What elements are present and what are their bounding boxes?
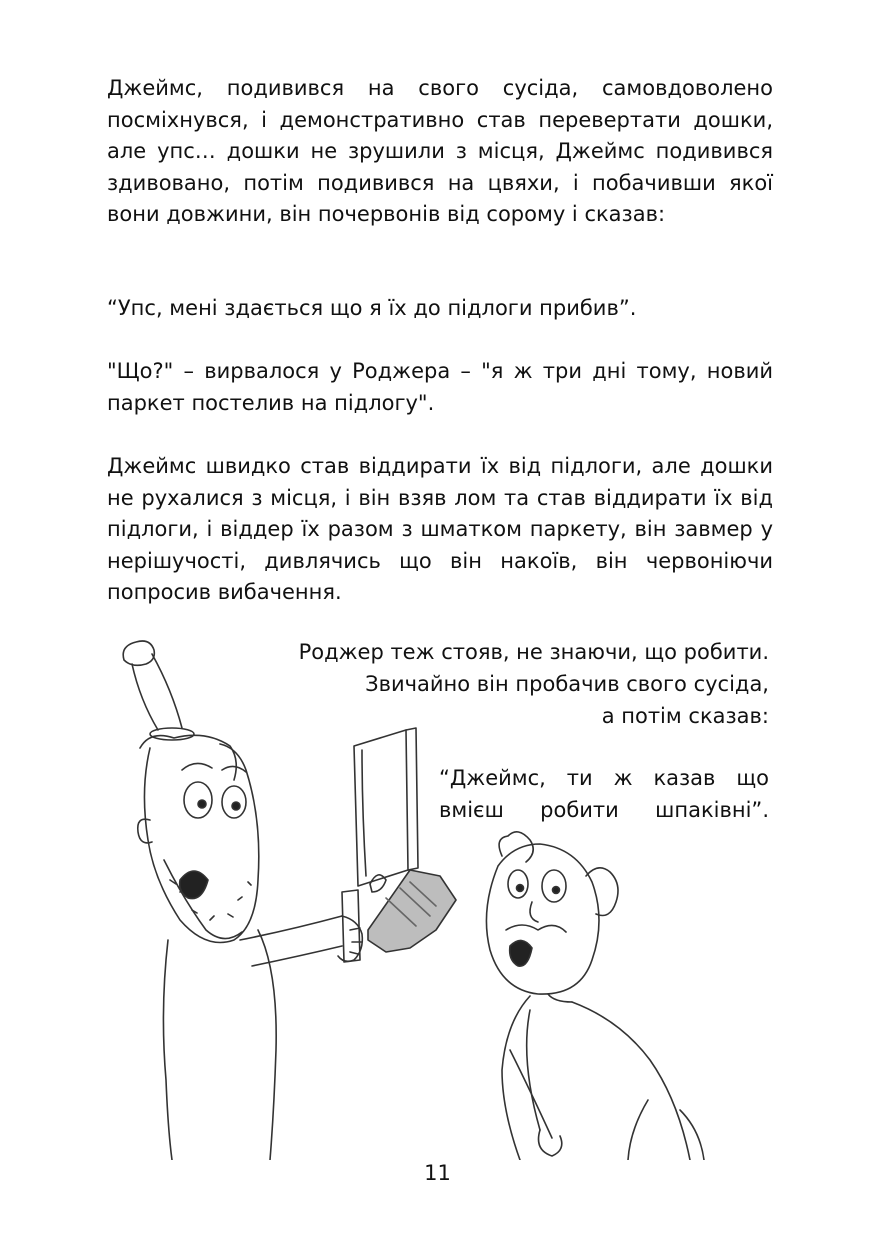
quote-line-2: вмієш робити шпаківні”.: [439, 798, 769, 822]
roger-figure: [486, 832, 704, 1160]
side-narration: [229, 636, 769, 732]
paragraph-4: Джеймс швидко став віддирати їх від підлоги, але дошки не рухалися з місця, і він взяв лом та став віддирати їх від підлоги, і віддер їх разом з шматком паркету, він завмер у нерішучості, дивлячись що він накоїв, він червоніючи попросив вибачення.: [107, 454, 773, 604]
side-line-3: а потім сказав:: [601, 704, 769, 728]
side-line-1: Роджер теж стояв, не знаючи, що робити.: [298, 640, 769, 664]
page-number: 11: [424, 1161, 451, 1185]
paragraph-2: “Упс, мені здається що я їх до підлоги прибив”.: [107, 296, 637, 320]
side-line-2: Звичайно він пробачив свого сусіда,: [365, 672, 769, 696]
side-quote: [439, 762, 769, 826]
paragraph-3: "Що?" – вирвалося у Роджера – "я ж три дні тому, новий паркет постелив на підлогу".: [107, 359, 773, 415]
paragraph-1: Джеймс, подивився на свого сусіда, самовдоволено посміхнувся, і демонстративно став перевертати дошки, але упс… дошки не зрушили з місця, Джеймс подивився здивовано, потім подивився на цвяхи, і побачивши якої вони довжини, він почервонів від сорому і сказав:: [107, 76, 773, 226]
quote-line-1: “Джеймс, ти ж казав що: [439, 766, 769, 790]
